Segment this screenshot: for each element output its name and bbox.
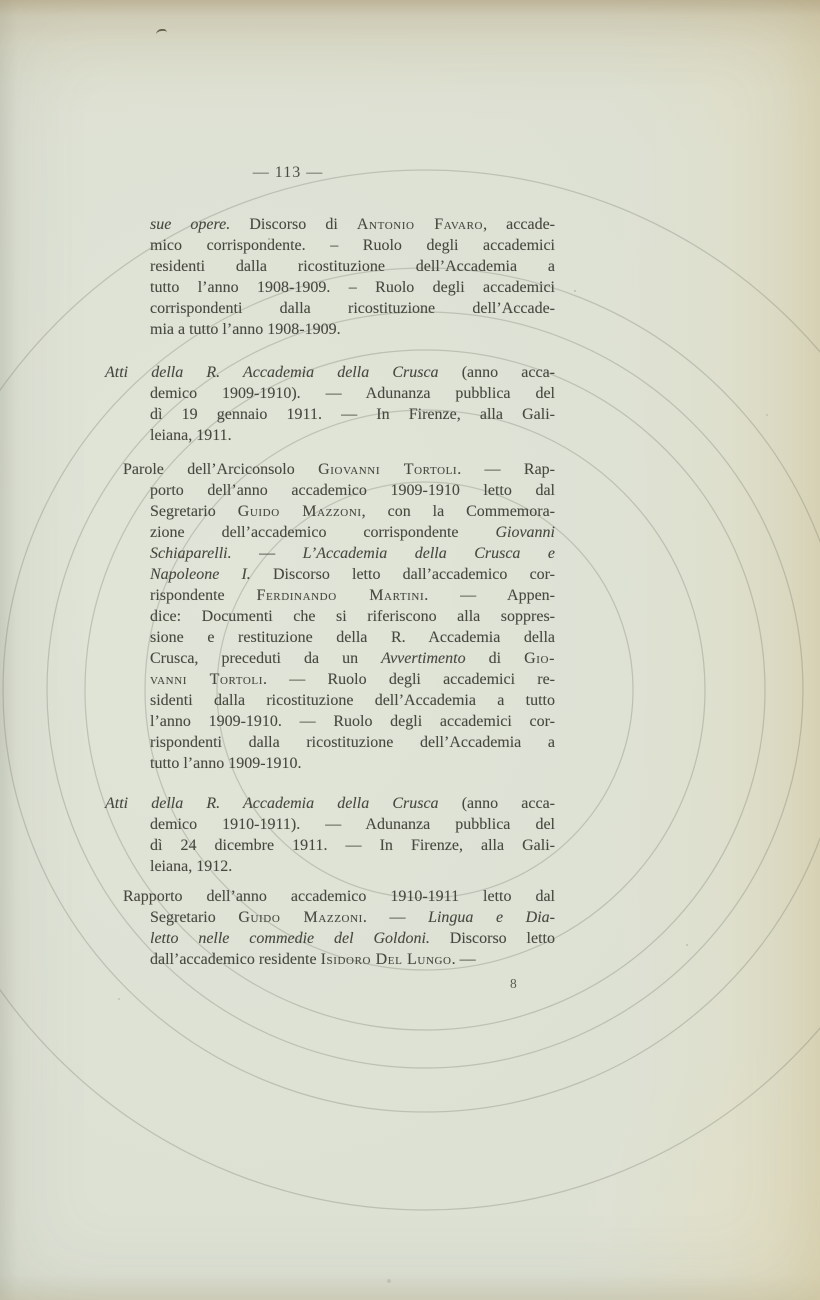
- body-text: tutto l’anno 1909-1910.: [150, 755, 302, 772]
- entry-atti-crusca-1910-1911: [105, 793, 555, 877]
- body-text: tutto l’anno 1908-1909. – Ruolo degli accademici: [150, 279, 555, 296]
- text-line: [150, 425, 555, 446]
- text-line: [150, 585, 555, 606]
- body-text: Rapporto dell’anno accademico 1910-1911 letto dal: [123, 888, 555, 905]
- text-line: [150, 928, 555, 949]
- body-text: (anno acca-: [438, 364, 555, 381]
- body-text: Discorso letto: [429, 930, 555, 947]
- page-number-header: — 113 —: [252, 164, 324, 181]
- body-text: , con la Commemora-: [361, 503, 556, 520]
- text-line: [150, 627, 555, 648]
- body-text: —: [231, 545, 303, 562]
- italic-title: sue opere.: [150, 216, 231, 233]
- text-line: [150, 907, 555, 928]
- body-text: corrispondenti dalla ricostituzione dell’Accade-: [150, 300, 555, 317]
- body-text: porto dell’anno accademico 1909-1910 letto dal: [150, 482, 555, 499]
- text-line: [150, 564, 555, 585]
- small-caps-name: Isidoro Del Lungo: [320, 951, 452, 968]
- text-line: [150, 669, 555, 690]
- body-text: l’anno 1909-1910. — Ruolo degli accademici cor-: [150, 713, 555, 730]
- body-text: zione dell’accademico corrispondente: [150, 524, 496, 541]
- body-text: Crusca, preceduti da un: [150, 650, 382, 667]
- body-text: . — Ruolo degli accademici re-: [263, 671, 555, 688]
- italic-title: Atti della R. Accademia della Crusca: [105, 795, 439, 812]
- small-caps-name: Guido Mazzoni: [237, 503, 362, 520]
- text-line: [150, 501, 555, 522]
- body-text: . — Appen-: [424, 587, 555, 604]
- body-text: rispondente: [150, 587, 257, 604]
- text-line: [150, 648, 555, 669]
- text-line: [150, 383, 555, 404]
- text-line: [150, 298, 555, 319]
- text-line: [150, 277, 555, 298]
- italic-title: Giovanni: [495, 524, 555, 541]
- text-line: [150, 404, 555, 425]
- text-line: [150, 606, 555, 627]
- text-line: [150, 949, 555, 970]
- text-line: [150, 522, 555, 543]
- body-text: sione e restituzione della R. Accademia della: [150, 629, 555, 646]
- text-line: [123, 459, 555, 480]
- small-caps-name: Ferdinando Martini: [256, 587, 425, 604]
- text-line: [150, 319, 555, 340]
- para-parole-arciconsolo-tortoli: [123, 459, 556, 774]
- para-continuation-favaro: [150, 214, 555, 340]
- body-text: di: [465, 650, 525, 667]
- small-caps-name: Giovanni Tortoli: [318, 461, 458, 478]
- body-text: sidenti dalla ricostituzione dell’Accademia a tutto: [150, 692, 555, 709]
- entry-atti-crusca-1909-1910: [105, 362, 555, 446]
- text-line: [150, 732, 555, 753]
- text-line: [150, 835, 555, 856]
- body-text: rispondenti dalla ricostituzione dell’Accademia a: [150, 734, 555, 751]
- text-line: [105, 362, 555, 383]
- text-line: [150, 214, 555, 235]
- para-rapporto-1910-1911: [123, 886, 556, 970]
- text-line: [150, 856, 555, 877]
- body-text: demico 1910-1911). — Adunanza pubblica del: [150, 816, 555, 833]
- body-text: residenti dalla ricostituzione dell’Accademia a: [150, 258, 555, 275]
- body-text: dì 24 dicembre 1911. — In Firenze, alla Gali-: [150, 837, 555, 854]
- body-text: demico 1909-1910). — Adunanza pubblica del: [150, 385, 555, 402]
- body-text: dì 19 gennaio 1911. — In Firenze, alla Gali-: [150, 406, 555, 423]
- body-text: dice: Documenti che si riferiscono alla soppres-: [150, 608, 555, 625]
- text-line: [105, 793, 555, 814]
- text-line: [150, 480, 555, 501]
- text-line: [150, 753, 555, 774]
- text-line: [150, 235, 555, 256]
- body-text: . — Rap-: [457, 461, 556, 478]
- italic-title: Napoleone I.: [150, 566, 251, 583]
- text-line: [150, 256, 555, 277]
- body-text: Segretario: [150, 503, 238, 520]
- small-caps-name: Antonio Favaro: [356, 216, 484, 233]
- text-line: [150, 814, 555, 835]
- body-text: . —: [362, 909, 429, 926]
- text-line: [150, 711, 555, 732]
- body-text: leiana, 1912.: [150, 858, 233, 875]
- italic-title: Avvertimento: [381, 650, 466, 667]
- body-text: dall’accademico residente: [150, 951, 321, 968]
- body-text: Discorso letto dall’accademico cor-: [250, 566, 556, 583]
- body-text: , accade-: [483, 216, 555, 233]
- body-text: Segretario: [150, 909, 239, 926]
- text-line: [150, 690, 555, 711]
- body-text: mia a tutto l’anno 1908-1909.: [150, 321, 341, 338]
- body-text: . —: [451, 951, 476, 968]
- text-line: [150, 543, 555, 564]
- body-text: mico corrispondente. – Ruolo degli accademici: [150, 237, 555, 254]
- body-text: (anno acca-: [438, 795, 555, 812]
- body-text: leiana, 1911.: [150, 427, 232, 444]
- small-caps-name: Guido Mazzoni: [238, 909, 363, 926]
- small-caps-name: vanni Tortoli: [150, 671, 264, 688]
- body-text: Parole dell’Arciconsolo: [123, 461, 319, 478]
- italic-title: Atti della R. Accademia della Crusca: [105, 364, 439, 381]
- italic-title: Lingua e Dia-: [428, 909, 556, 926]
- italic-title: letto nelle commedie del Goldoni.: [150, 930, 430, 947]
- small-caps-name: Gio-: [524, 650, 555, 667]
- signature-mark: 8: [510, 976, 517, 991]
- body-text: Discorso di: [230, 216, 357, 233]
- text-line: [123, 886, 555, 907]
- italic-title: Schiaparelli.: [150, 545, 232, 562]
- italic-title: L’Accademia della Crusca e: [302, 545, 555, 562]
